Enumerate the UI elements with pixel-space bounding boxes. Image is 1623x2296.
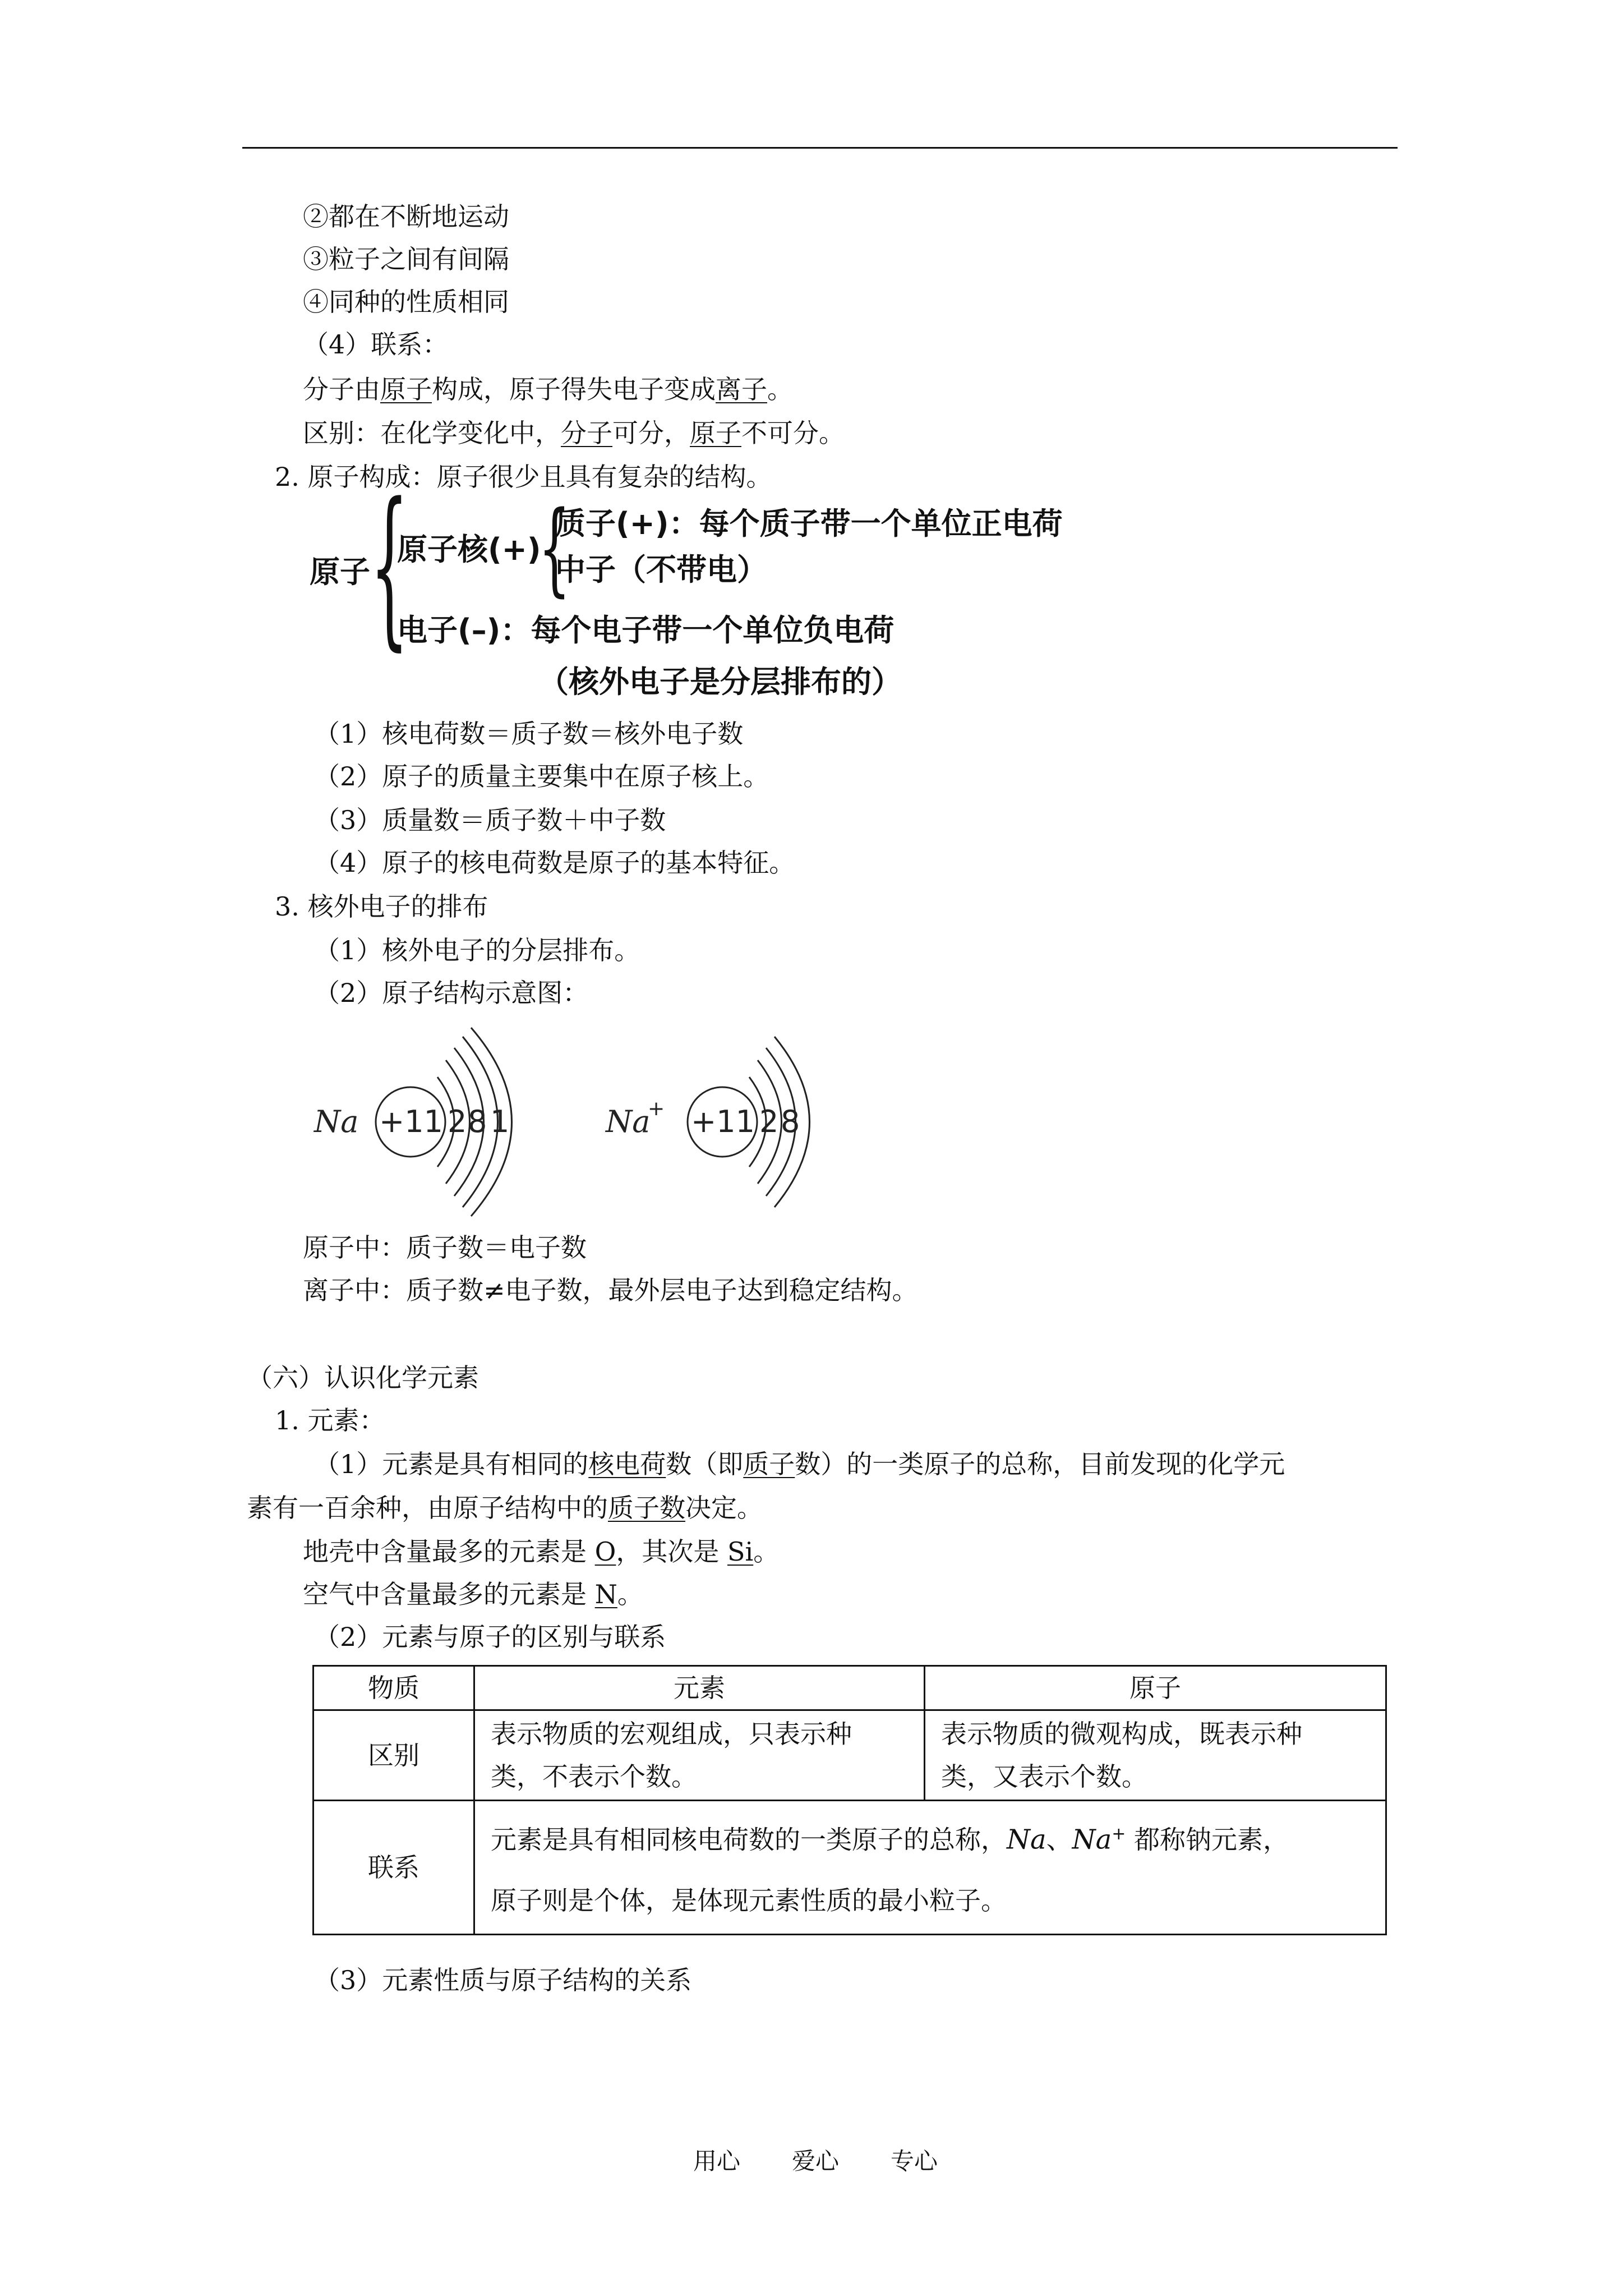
na-shell-3-count: 1	[490, 1104, 510, 1139]
ion-nucleus-text: +11	[691, 1104, 755, 1139]
ion-label: Na	[606, 1104, 651, 1139]
table-header-row	[313, 1666, 1386, 1710]
text-line-same-properties: ④同种的性质相同	[303, 287, 509, 317]
ion-in-line: 离子中：质子数≠电子数，最外层电子达到稳定结构。	[303, 1275, 918, 1305]
element-definition-line-1: （1）元素是具有相同的核电荷数（即质子数）的一类原子的总称，目前发现的化学元	[314, 1449, 1285, 1479]
electron-note: （核外电子是分层排布的）	[538, 664, 902, 700]
table-row-relation	[313, 1801, 1386, 1935]
atomic-structure-diagram	[303, 1021, 864, 1223]
na-nucleus-text: +11	[379, 1104, 443, 1139]
section-3-point-2: （2）原子结构示意图：	[314, 978, 589, 1008]
footer-text-3: 专心	[891, 2147, 938, 2175]
text-line-gaps: ③粒子之间有间隔	[303, 244, 509, 274]
atom-point-1: （1）核电荷数＝质子数＝核外电子数	[314, 719, 744, 749]
section-2-title: 2. 原子构成：原子很少且具有复杂的结构。	[275, 462, 772, 492]
atom-point-4: （4）原子的核电荷数是原子的基本特征。	[314, 848, 795, 878]
item-3-line: （3）元素性质与原子结构的关系	[314, 1965, 692, 1995]
atom-point-2: （2）原子的质量主要集中在原子核上。	[314, 761, 769, 792]
section-3-point-1: （1）核外电子的分层排布。	[314, 935, 640, 965]
left-brace-icon: {	[370, 468, 409, 667]
footer-text-2: 爱心	[792, 2147, 840, 2175]
neutron-line: 中子（不带电）	[555, 552, 767, 587]
nucleus-brace-icon: {	[538, 489, 571, 608]
atom-point-3: （3）质量数＝质子数＋中子数	[314, 805, 666, 835]
ion-shell-1-count: 2	[759, 1104, 779, 1139]
air-line: 空气中含量最多的元素是 N。	[303, 1579, 643, 1609]
cell-relation: 元素是具有相同核电荷数的一类原子的总称，Na、Na+ 都称钠元素， 原子则是个体，是体现元素性质的最小粒子。	[474, 1801, 1386, 1935]
proton-line: 质子(+)：每个质子带一个单位正电荷	[555, 506, 1063, 541]
element-title: 1. 元素：	[275, 1405, 385, 1435]
na-shell-2-count: 8	[468, 1104, 487, 1139]
text-line-relation-heading: （4）联系：	[303, 329, 449, 360]
header-atom: 原子	[925, 1666, 1386, 1710]
na-label: Na	[314, 1104, 359, 1139]
footer-text-1: 用心	[693, 2147, 741, 2175]
text-line-moving: ②都在不断地运动	[303, 201, 509, 232]
cell-element-difference: 表示物质的宏观组成，只表示种 类，不表示个数。	[474, 1710, 925, 1801]
header-substance: 物质	[313, 1666, 474, 1710]
cell-atom-difference: 表示物质的微观构成，既表示种 类，又表示个数。	[925, 1710, 1386, 1801]
na-shell-1-count: 2	[448, 1104, 467, 1139]
relation-line: 分子由原子构成，原子得失电子变成离子。	[303, 374, 793, 404]
atom-label: 原子	[310, 554, 370, 590]
crust-line: 地壳中含量最多的元素是 O，其次是 Si。	[303, 1536, 780, 1567]
electron-line: 电子(–)：每个电子带一个单位负电荷	[397, 613, 895, 648]
header-rule	[242, 147, 1398, 149]
nucleus-label: 原子核(+)	[397, 532, 541, 567]
table-row-difference	[313, 1710, 1386, 1801]
ion-superscript: +	[648, 1097, 665, 1120]
part-6-title: （六）认识化学元素	[247, 1363, 479, 1393]
element-definition-line-2: 素有一百余种，由原子结构中的质子数决定。	[247, 1493, 763, 1523]
atom-in-line: 原子中：质子数＝电子数	[303, 1232, 587, 1263]
table-title: （2）元素与原子的区别与联系	[314, 1622, 666, 1652]
row-label-difference: 区别	[313, 1710, 474, 1801]
difference-line: 区别：在化学变化中，分子可分，原子不可分。	[303, 418, 845, 448]
row-label-relation: 联系	[313, 1801, 474, 1935]
ion-shell-2-count: 8	[781, 1104, 800, 1139]
element-atom-table	[312, 1665, 1387, 1935]
header-element: 元素	[474, 1666, 925, 1710]
section-3-title: 3. 核外电子的排布	[275, 891, 488, 922]
